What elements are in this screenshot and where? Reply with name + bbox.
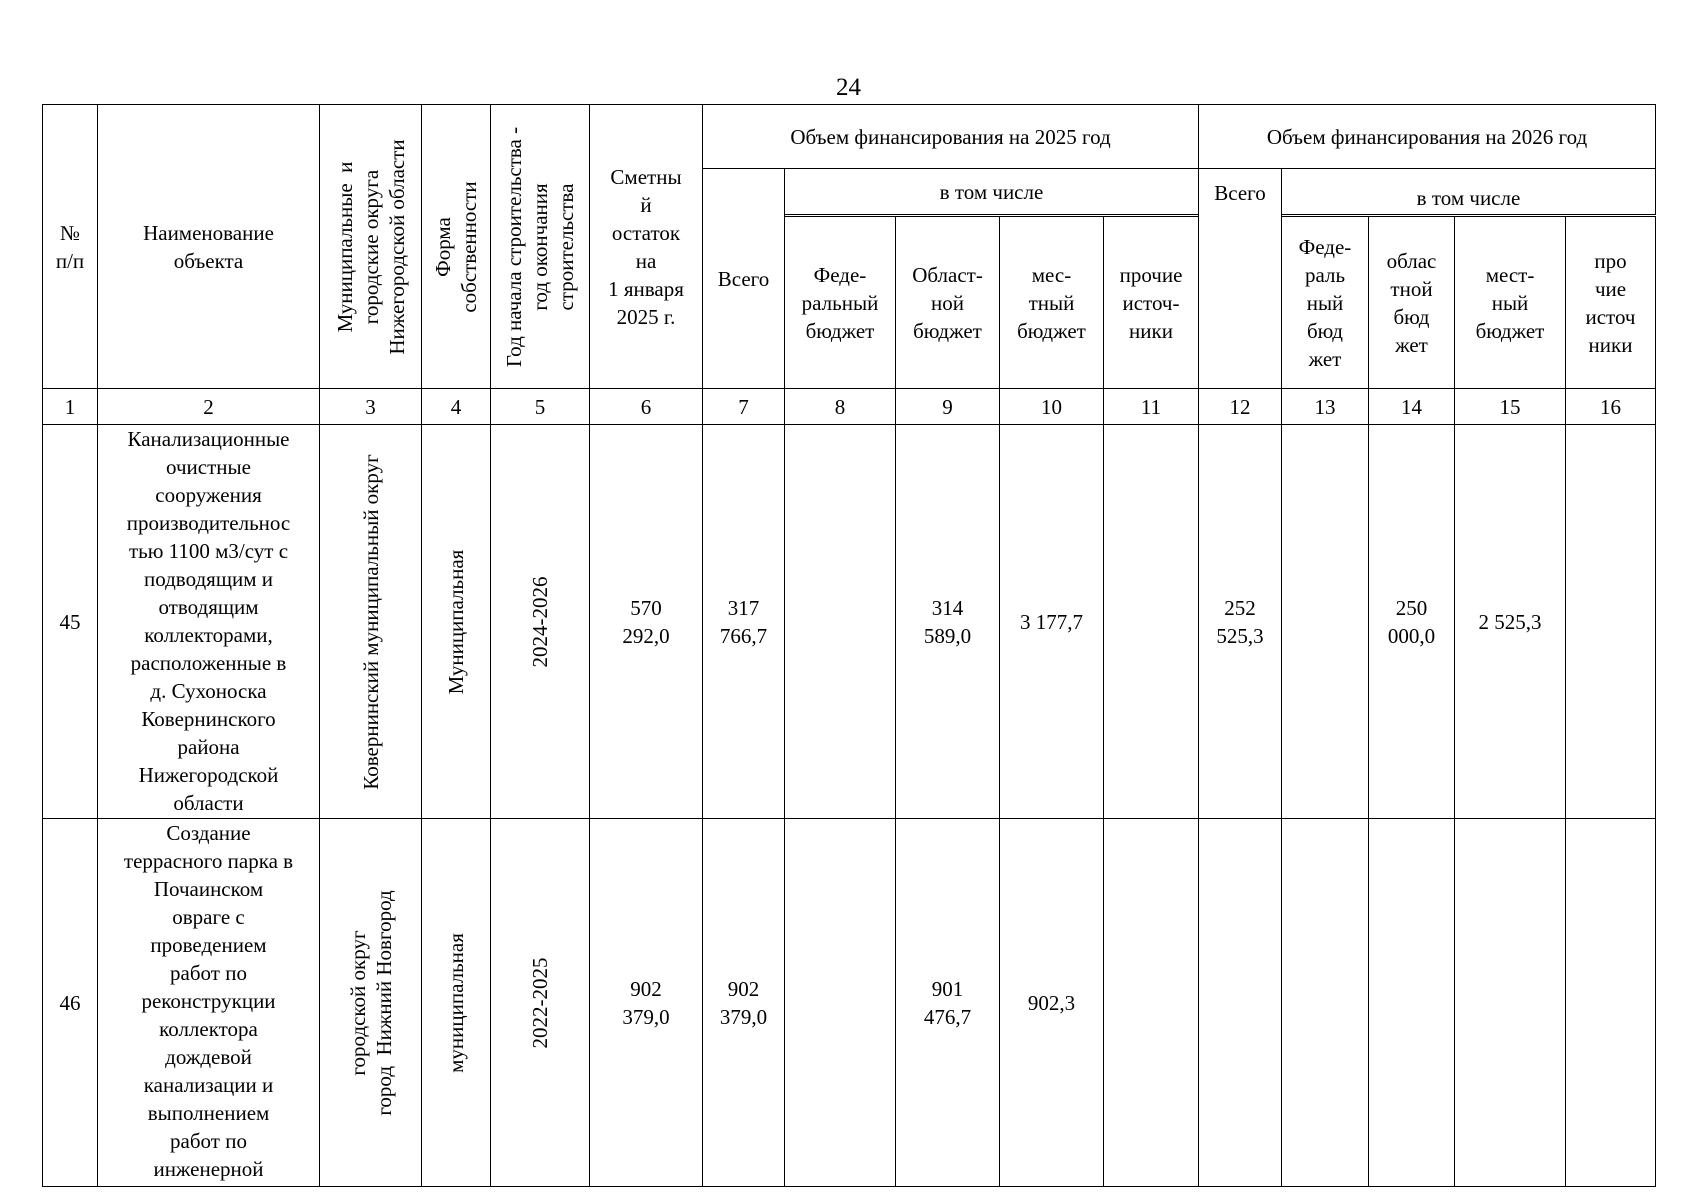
- total-2025: 317 766,7: [703, 425, 785, 819]
- header-federal-2025: Феде- ральный бюджет: [785, 217, 896, 389]
- column-number: 5: [491, 389, 590, 425]
- local-2026: 2 525,3: [1455, 425, 1566, 819]
- ownership-text: муниципальная: [444, 932, 468, 1073]
- local-2025: 902,3: [1000, 819, 1104, 1187]
- column-numbers-row: [43, 389, 1656, 425]
- header-other-2025: прочие источ- ники: [1104, 217, 1199, 389]
- header-district: [320, 105, 422, 389]
- header-estimated-remainder: Сметны й остаток на 1 января 2025 г.: [590, 105, 703, 389]
- federal-2025: [785, 425, 896, 819]
- regional-2025: 314 589,0: [896, 425, 1000, 819]
- column-number: 13: [1282, 389, 1369, 425]
- row-number: 46: [43, 819, 98, 1187]
- header-years-text: Год начала строительства - год окончания строительства: [502, 126, 578, 367]
- header-district-text: Муниципальные и городские округа Нижегородской области: [332, 138, 409, 355]
- column-number: 8: [785, 389, 896, 425]
- header-incl-2025: в том числе: [785, 169, 1199, 215]
- row-number: 45: [43, 425, 98, 819]
- header-total-2026: Всего: [1199, 169, 1282, 389]
- local-2025: 3 177,7: [1000, 425, 1104, 819]
- column-number: 11: [1104, 389, 1199, 425]
- column-number: 3: [320, 389, 422, 425]
- other-2026: [1566, 819, 1656, 1187]
- district-cell: [320, 425, 422, 819]
- other-2026: [1566, 425, 1656, 819]
- object-name: Создание террасного парка в Почаинском овраге с проведением работ по реконструкции коллектора дождевой канализации и выполнением работ по инженерной: [98, 819, 320, 1187]
- other-2025: [1104, 425, 1199, 819]
- column-number: 7: [703, 389, 785, 425]
- district-text: Ковернинский муниципальный округ: [358, 453, 383, 790]
- header-object-name: Наименование объекта: [98, 105, 320, 389]
- header-other-2026: про чие источ ники: [1566, 217, 1656, 389]
- financing-table: [42, 104, 1656, 1187]
- column-number: 4: [422, 389, 491, 425]
- federal-2026: [1282, 819, 1369, 1187]
- regional-2026: [1369, 819, 1455, 1187]
- object-name: Канализационные очистные сооружения производительнос тью 1100 м3/сут с подводящим и отводящим коллекторами, расположенные в д. Сухоноска Ковернинского района Нижегородской области: [98, 425, 320, 819]
- header-number: № п/п: [43, 105, 98, 389]
- table-row: [43, 425, 1656, 819]
- column-number: 15: [1455, 389, 1566, 425]
- federal-2025: [785, 819, 896, 1187]
- estimated-remainder: 570 292,0: [590, 425, 703, 819]
- district-text: городской округ город Нижний Новгород: [345, 889, 396, 1116]
- estimated-remainder: 902 379,0: [590, 819, 703, 1187]
- header-federal-2026: Феде- раль ный бюд жет: [1282, 217, 1369, 389]
- header-years: [491, 105, 590, 389]
- local-2026: [1455, 819, 1566, 1187]
- regional-2026: 250 000,0: [1369, 425, 1455, 819]
- federal-2026: [1282, 425, 1369, 819]
- header-group-2026: Объем финансирования на 2026 год: [1199, 105, 1656, 169]
- header-total-2025: Всего: [703, 169, 785, 389]
- column-number: 12: [1199, 389, 1282, 425]
- ownership-text: Муниципальная: [444, 549, 468, 694]
- years-cell: [491, 425, 590, 819]
- regional-2025: 901 476,7: [896, 819, 1000, 1187]
- years-text: 2024-2026: [528, 576, 552, 667]
- column-number: 2: [98, 389, 320, 425]
- table-row: [43, 819, 1656, 1187]
- column-number: 6: [590, 389, 703, 425]
- column-number: 14: [1369, 389, 1455, 425]
- header-local-2026: мест- ный бюджет: [1455, 217, 1566, 389]
- total-2026: [1199, 819, 1282, 1187]
- header-regional-2025: Област- ной бюджет: [896, 217, 1000, 389]
- total-2026: 252 525,3: [1199, 425, 1282, 819]
- page-number: 24: [836, 74, 861, 101]
- years-text: 2022-2025: [528, 957, 552, 1048]
- other-2025: [1104, 819, 1199, 1187]
- header-ownership-text: Форма собственности: [431, 180, 481, 313]
- district-cell: [320, 819, 422, 1187]
- column-number: 16: [1566, 389, 1656, 425]
- years-cell: [491, 819, 590, 1187]
- header-incl-2026: в том числе: [1282, 169, 1656, 215]
- ownership-cell: [422, 819, 491, 1187]
- column-number: 9: [896, 389, 1000, 425]
- total-2025: 902 379,0: [703, 819, 785, 1187]
- column-number: 10: [1000, 389, 1104, 425]
- column-number: 1: [43, 389, 98, 425]
- header-regional-2026: облас тной бюд жет: [1369, 217, 1455, 389]
- header-local-2025: мес- тный бюджет: [1000, 217, 1104, 389]
- header-group-2025: Объем финансирования на 2025 год: [703, 105, 1199, 169]
- header-ownership: [422, 105, 491, 389]
- ownership-cell: [422, 425, 491, 819]
